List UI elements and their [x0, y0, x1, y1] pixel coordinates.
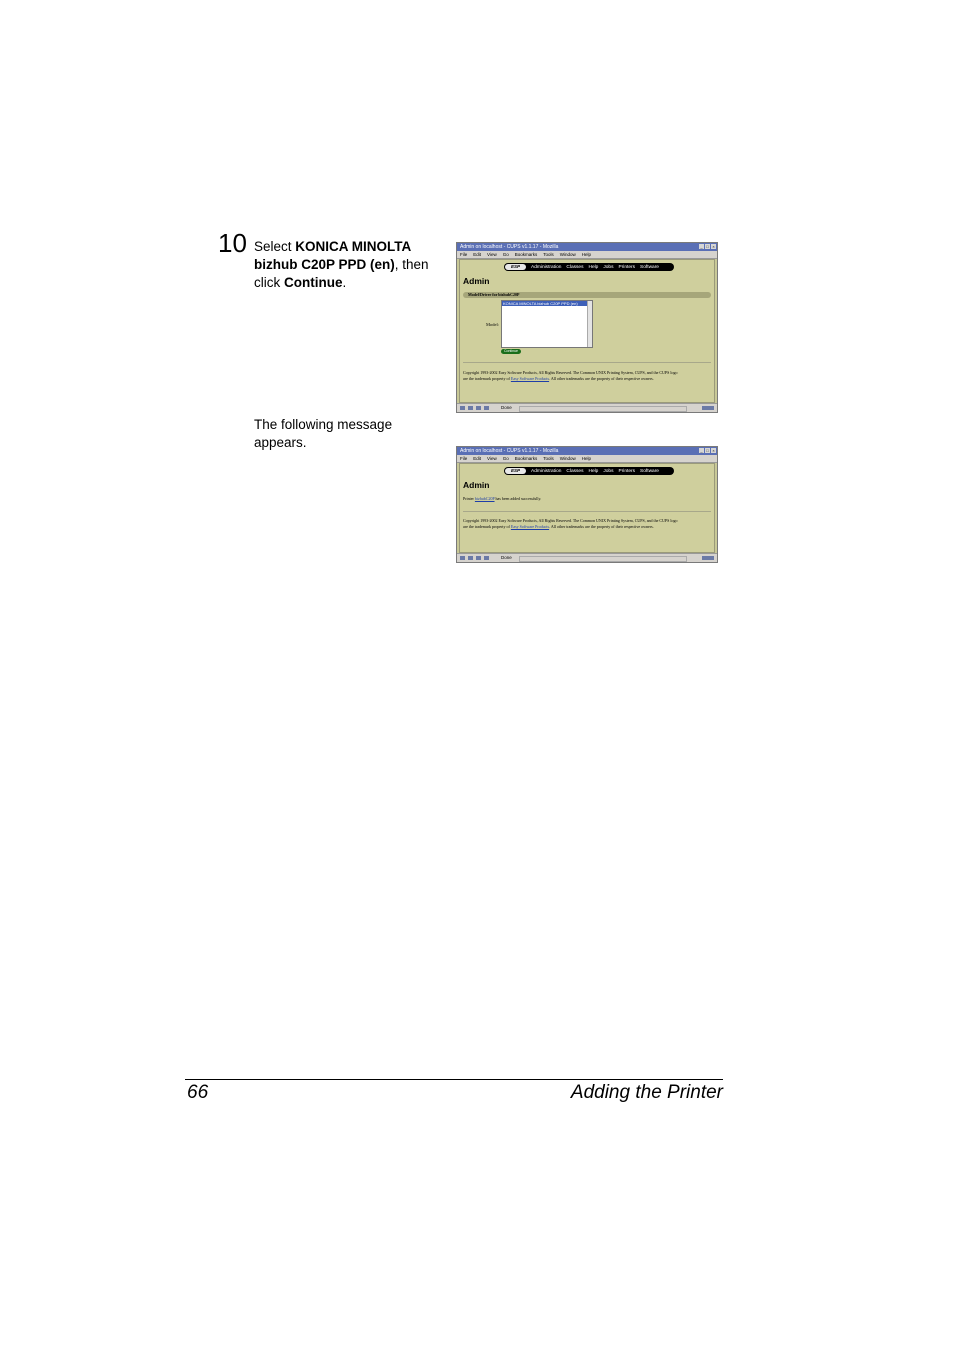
copyright-line-2 — [463, 524, 711, 530]
window-titlebar — [457, 243, 717, 251]
menu-go[interactable]: Go — [502, 456, 509, 461]
nav-software[interactable]: Software — [640, 468, 659, 474]
minimize-icon[interactable]: _ — [700, 448, 703, 453]
footer-title: Adding the Printer — [570, 1082, 723, 1103]
nav-help[interactable]: Help — [588, 264, 599, 270]
nav-jobs[interactable]: Jobs — [603, 468, 614, 474]
status-bar — [457, 403, 717, 412]
close-icon[interactable]: × — [712, 244, 715, 249]
nav-software[interactable]: Software — [640, 264, 659, 270]
browser-content — [459, 259, 715, 403]
menu-view[interactable]: View — [487, 456, 497, 461]
menu-tools[interactable]: Tools — [543, 456, 554, 461]
mail-icon[interactable] — [468, 556, 473, 560]
menu-bar — [457, 455, 717, 463]
esp-logo[interactable]: ESP — [505, 264, 526, 270]
window-title: Admin on localhost - CUPS v1.1.17 - Mozilla — [460, 448, 559, 454]
nav-administration[interactable]: Administration — [531, 264, 562, 270]
step-bold-driver: KONICA MINOLTA bizhub C20P PPD (en) — [254, 239, 411, 272]
window-title: Admin on localhost - CUPS v1.1.17 - Mozilla — [460, 244, 559, 250]
security-icon[interactable] — [702, 556, 714, 560]
page-heading: Admin — [463, 276, 490, 286]
address-book-icon[interactable] — [484, 406, 489, 410]
copyright-text-b: . All other trademarks are the property of their respective owners. — [549, 524, 654, 529]
menu-edit[interactable]: Edit — [473, 252, 482, 257]
progress-area — [519, 556, 687, 562]
screenshot-printer-added — [456, 446, 718, 563]
progress-area — [519, 406, 687, 412]
nav-printers[interactable]: Printers — [618, 468, 636, 474]
security-icon[interactable] — [702, 406, 714, 410]
success-text-b: has been added successfully. — [494, 496, 542, 501]
copyright-line-1: Copyright 1993-2002 Easy Software Products, All Rights Reserved. The Common UNIX Printing System, CUPS, and the CUPS logo — [463, 370, 678, 375]
step-bold-continue: Continue — [284, 275, 343, 290]
close-icon[interactable]: × — [712, 448, 715, 453]
address-book-icon[interactable] — [484, 556, 489, 560]
menu-tools[interactable]: Tools — [543, 252, 554, 257]
success-text-a: Printer — [463, 496, 475, 501]
model-listbox[interactable] — [501, 300, 593, 348]
status-bar — [457, 553, 717, 562]
nav-printers[interactable]: Printers — [618, 264, 636, 270]
copyright-text — [463, 370, 711, 382]
success-message — [463, 496, 711, 502]
composer-icon[interactable] — [476, 406, 481, 410]
nav-classes[interactable]: Classes — [566, 468, 584, 474]
listbox-scrollbar[interactable] — [587, 301, 592, 347]
menu-bar — [457, 251, 717, 259]
copyright-text-a: are the trademark property of — [463, 376, 511, 381]
menu-bookmarks[interactable]: Bookmarks — [514, 252, 538, 257]
message-intro: The following message appears. — [254, 417, 393, 450]
maximize-icon[interactable]: □ — [706, 448, 709, 453]
window-titlebar — [457, 447, 717, 455]
menu-edit[interactable]: Edit — [473, 456, 482, 461]
status-text: Done — [501, 405, 512, 410]
composer-icon[interactable] — [476, 556, 481, 560]
menu-help[interactable]: Help — [581, 252, 592, 257]
section-header: Model/Driver for bizhubC20P — [463, 292, 711, 298]
page-heading: Admin — [463, 480, 490, 490]
menu-window[interactable]: Window — [559, 252, 576, 257]
navigator-icon[interactable] — [460, 556, 465, 560]
copyright-line-1: Copyright 1993-2002 Easy Software Products, All Rights Reserved. The Common UNIX Printing System, CUPS, and the CUPS logo — [463, 518, 678, 523]
cups-nav-bar — [504, 467, 674, 475]
menu-window[interactable]: Window — [559, 456, 576, 461]
printer-link[interactable]: bizhubC20P — [474, 496, 495, 501]
page-number: 66 — [187, 1082, 209, 1103]
menu-bookmarks[interactable]: Bookmarks — [514, 456, 538, 461]
nav-help[interactable]: Help — [588, 468, 599, 474]
minimize-icon[interactable]: _ — [700, 244, 703, 249]
screenshot-model-select — [456, 242, 718, 413]
step-instruction — [254, 238, 444, 292]
copyright-text-b: . All other trademarks are the property of their respective owners. — [549, 376, 654, 381]
mail-icon[interactable] — [468, 406, 473, 410]
menu-help[interactable]: Help — [581, 456, 592, 461]
status-text: Done — [501, 555, 512, 560]
easy-software-link[interactable]: Easy Software Products — [510, 376, 550, 381]
browser-content — [459, 463, 715, 553]
divider — [463, 362, 711, 363]
step-text-2: , then click — [254, 257, 429, 290]
continue-button[interactable]: Continue — [501, 349, 521, 354]
step-text-1: Select — [254, 239, 296, 254]
cups-nav-bar — [504, 263, 674, 271]
model-label: Model: — [486, 322, 499, 327]
menu-file[interactable]: File — [460, 456, 468, 461]
esp-logo[interactable]: ESP — [505, 468, 526, 474]
navigator-icon[interactable] — [460, 406, 465, 410]
nav-jobs[interactable]: Jobs — [603, 264, 614, 270]
copyright-text — [463, 518, 711, 530]
copyright-line-2 — [463, 376, 711, 382]
nav-administration[interactable]: Administration — [531, 468, 562, 474]
menu-file[interactable]: File — [460, 252, 468, 257]
divider — [463, 511, 711, 512]
menu-view[interactable]: View — [487, 252, 497, 257]
maximize-icon[interactable]: □ — [706, 244, 709, 249]
step-number: 10 — [218, 228, 247, 258]
menu-go[interactable]: Go — [502, 252, 509, 257]
model-option-selected[interactable]: KONICA MINOLTA bizhub C20P PPD (en) — [502, 301, 592, 306]
nav-classes[interactable]: Classes — [566, 264, 584, 270]
easy-software-link[interactable]: Easy Software Products — [510, 524, 550, 529]
step-text-3: . — [342, 275, 347, 290]
footer-rule — [185, 1079, 723, 1080]
copyright-text-a: are the trademark property of — [463, 524, 511, 529]
